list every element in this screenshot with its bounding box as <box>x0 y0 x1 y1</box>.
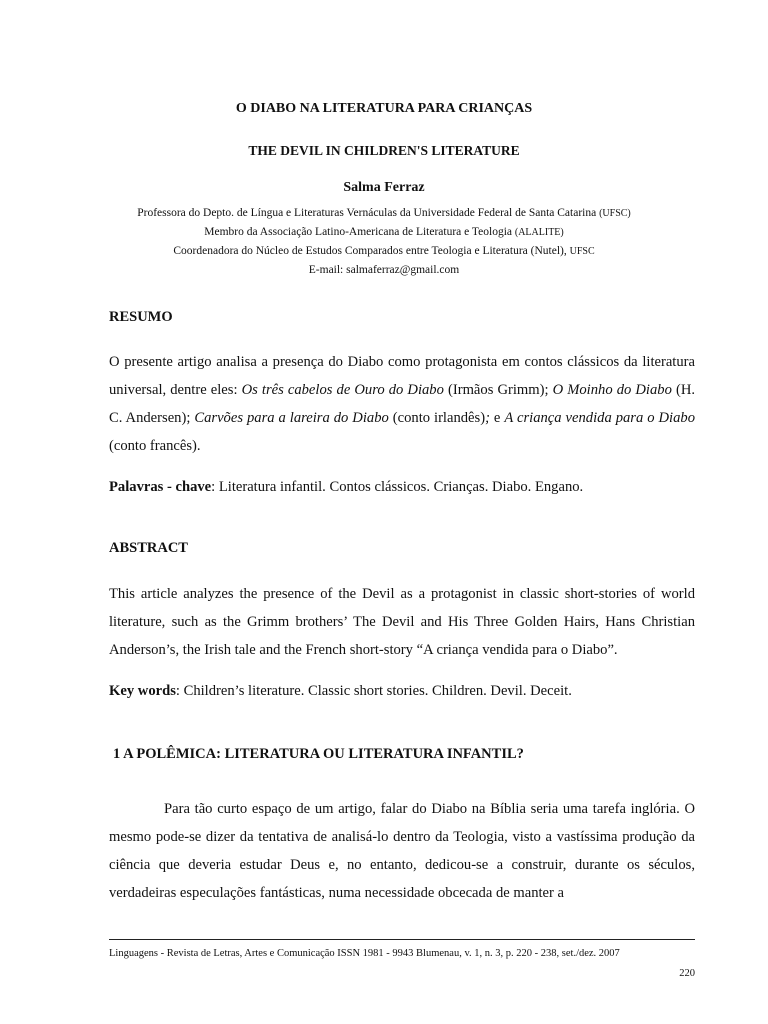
footer-citation: Linguagens - Revista de Letras, Artes e Comunicação ISSN 1981 - 9943 Blumenau, v. 1, n. 3, p. 220 - 238, set./dez. 2007 <box>109 948 620 959</box>
article-subtitle: THE DEVIL IN CHILDREN'S LITERATURE <box>248 143 520 158</box>
page-number: 220 <box>679 968 695 979</box>
affiliation-1-abbr: (UFSC) <box>599 208 631 219</box>
affiliation-3-abbr: UFSC <box>569 246 595 257</box>
affiliation-1-text: Professora do Depto. de Língua e Literaturas Vernáculas da Universidade Federal de Santa Catarina <box>137 207 600 219</box>
resumo-text-1: O presente artigo analisa a presença do Diabo como protagonista em contos clássicos da literatura universal, dentre eles: <box>109 354 695 398</box>
section-1-paragraph: Para tão curto espaço de um artigo, falar do Diabo na Bíblia seria uma tarefa inglória. O mesmo pode-se dizer da tentativa de analisá-lo dentro da Teologia, visto a vastíssima produção da ciência que deveria estudar Deus e, no entanto, dedicou-se a construir, durante os séculos, verdadeiras especulações fantásticas, numa necessidade obcecada de manter a <box>109 801 695 901</box>
key-words-text: : Children’s literature. Classic short stories. Children. Devil. Deceit. <box>175 683 572 699</box>
key-words-label: Key words <box>109 683 176 699</box>
footer-divider <box>109 939 695 940</box>
section-1-heading: 1 A POLÊMICA: LITERATURA OU LITERATURA INFANTIL? <box>113 746 524 762</box>
resumo-italic-1: Os três cabelos de Ouro do Diabo <box>241 382 444 398</box>
affiliation-line-1 <box>0 204 768 223</box>
resumo-heading: RESUMO <box>109 309 173 325</box>
resumo-italic-5: A criança vendida para o Diabo <box>504 410 695 426</box>
resumo-text-2: (Irmãos Grimm); <box>443 382 553 398</box>
affiliation-2-abbr: (ALALITE) <box>514 227 564 238</box>
resumo-italic-4: ; <box>485 410 490 426</box>
resumo-text-5: e <box>489 410 505 426</box>
key-words <box>109 683 695 700</box>
article-title: O DIABO NA LITERATURA PARA CRIANÇAS <box>235 101 533 116</box>
palavras-chave <box>109 479 695 496</box>
abstract-paragraph: This article analyzes the presence of the Devil as a protagonist in classic short-stories of world literature, such as the Grimm brothers’ The Devil and His Three Golden Hairs, Hans Christian Anderson’s, the Irish tale and the French short-story “A criança vendida para o Diabo”. <box>109 586 695 658</box>
resumo-text-3: (H. C. Andersen); <box>109 382 696 426</box>
resumo-paragraph <box>109 348 695 460</box>
resumo-text-6: (conto francês). <box>109 438 201 454</box>
affiliation-line-3 <box>0 242 768 261</box>
palavras-chave-label: Palavras - chave <box>109 479 212 495</box>
resumo-italic-3: Carvões para a lareira do Diabo <box>194 410 389 426</box>
abstract-heading: ABSTRACT <box>109 540 188 556</box>
author-name: Salma Ferraz <box>343 180 425 195</box>
affiliation-2-text: Membro da Associação Latino-Americana de Literatura e Teologia <box>204 226 515 238</box>
palavras-chave-text: : Literatura infantil. Contos clássicos. Crianças. Diabo. Engano. <box>211 479 584 495</box>
affiliation-3-text: Coordenadora do Núcleo de Estudos Comparados entre Teologia e Literatura (Nutel), <box>173 245 570 257</box>
author-affiliations <box>0 204 768 279</box>
resumo-italic-2: O Moinho do Diabo <box>552 382 672 398</box>
author-email: E-mail: salmaferraz@gmail.com <box>308 264 460 276</box>
affiliation-line-2 <box>0 223 768 242</box>
resumo-text-4: (conto irlandês) <box>388 410 486 426</box>
